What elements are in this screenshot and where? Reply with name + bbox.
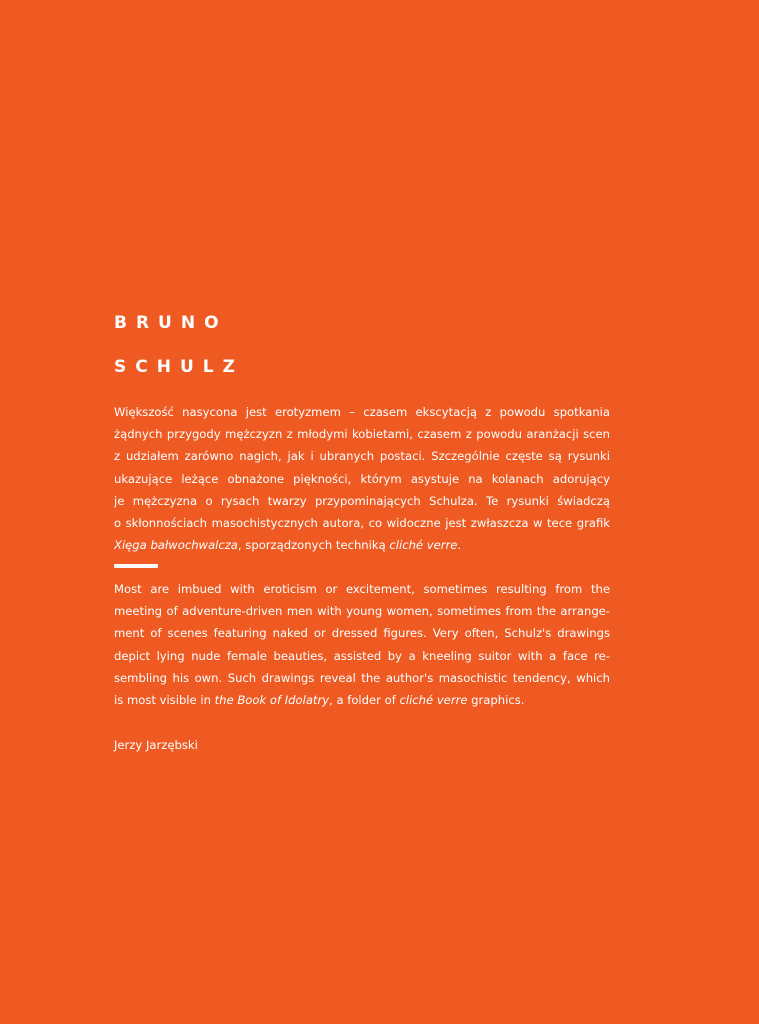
- polish-line-last: [114, 534, 610, 556]
- polish-text-fragment: , sporządzonych techniką: [237, 538, 390, 553]
- book-title-polish: Xięga bałwochwalcza: [114, 538, 238, 553]
- english-line: Most are imbued with eroticism or excitement, sometimes resulting from the: [114, 582, 610, 596]
- english-paragraph: [114, 578, 610, 711]
- polish-line: ukazujące leżące obnażone piękności, którym asystuje na kolanach adorujący: [114, 471, 610, 486]
- english-line-last: [114, 689, 610, 711]
- technique-term-english: cliché verre: [399, 693, 468, 708]
- title-first-name: BRUNO: [114, 313, 228, 333]
- book-title-english: the Book of Idolatry: [214, 693, 330, 708]
- title-last-name: SCHULZ: [114, 357, 244, 377]
- english-text-fragment: graphics.: [467, 693, 525, 708]
- english-line: depict lying nude female beauties, assisted by a kneeling suitor with a face re-: [114, 648, 610, 663]
- polish-line: żądnych przygody mężczyzn z młodymi kobietami, czasem z powodu aranżacji scen: [114, 427, 610, 442]
- polish-line: z udziałem zarówno nagich, jak i ubranych postaci. Szczególnie częste są rysunki: [114, 449, 610, 464]
- english-line: meeting of adventure-driven men with young women, sometimes from the arrange-: [114, 604, 610, 619]
- polish-line: je mężczyzna o rysach twarzy przypominających Schulza. Te rysunki świadczą: [114, 493, 610, 508]
- polish-text-fragment: .: [457, 538, 462, 553]
- english-text-fragment: is most visible in: [114, 693, 215, 708]
- english-line: ment of scenes featuring naked or dressed figures. Very often, Schulz's drawings: [114, 626, 610, 641]
- polish-line: o skłonnościach masochistycznych autora, co widoczne jest zwłaszcza w tece grafik: [114, 516, 610, 531]
- section-divider: [114, 564, 158, 568]
- polish-paragraph: [114, 401, 610, 556]
- english-line: sembling his own. Such drawings reveal the author's masochistic tendency, which: [114, 670, 610, 685]
- technique-term-polish: cliché verre: [389, 538, 458, 553]
- author-signature: Jerzy Jarzębski: [114, 738, 198, 752]
- english-text-fragment: , a folder of: [329, 693, 400, 708]
- polish-line: Większość nasycona jest erotyzmem – czasem ekscytacją z powodu spotkania: [114, 405, 610, 419]
